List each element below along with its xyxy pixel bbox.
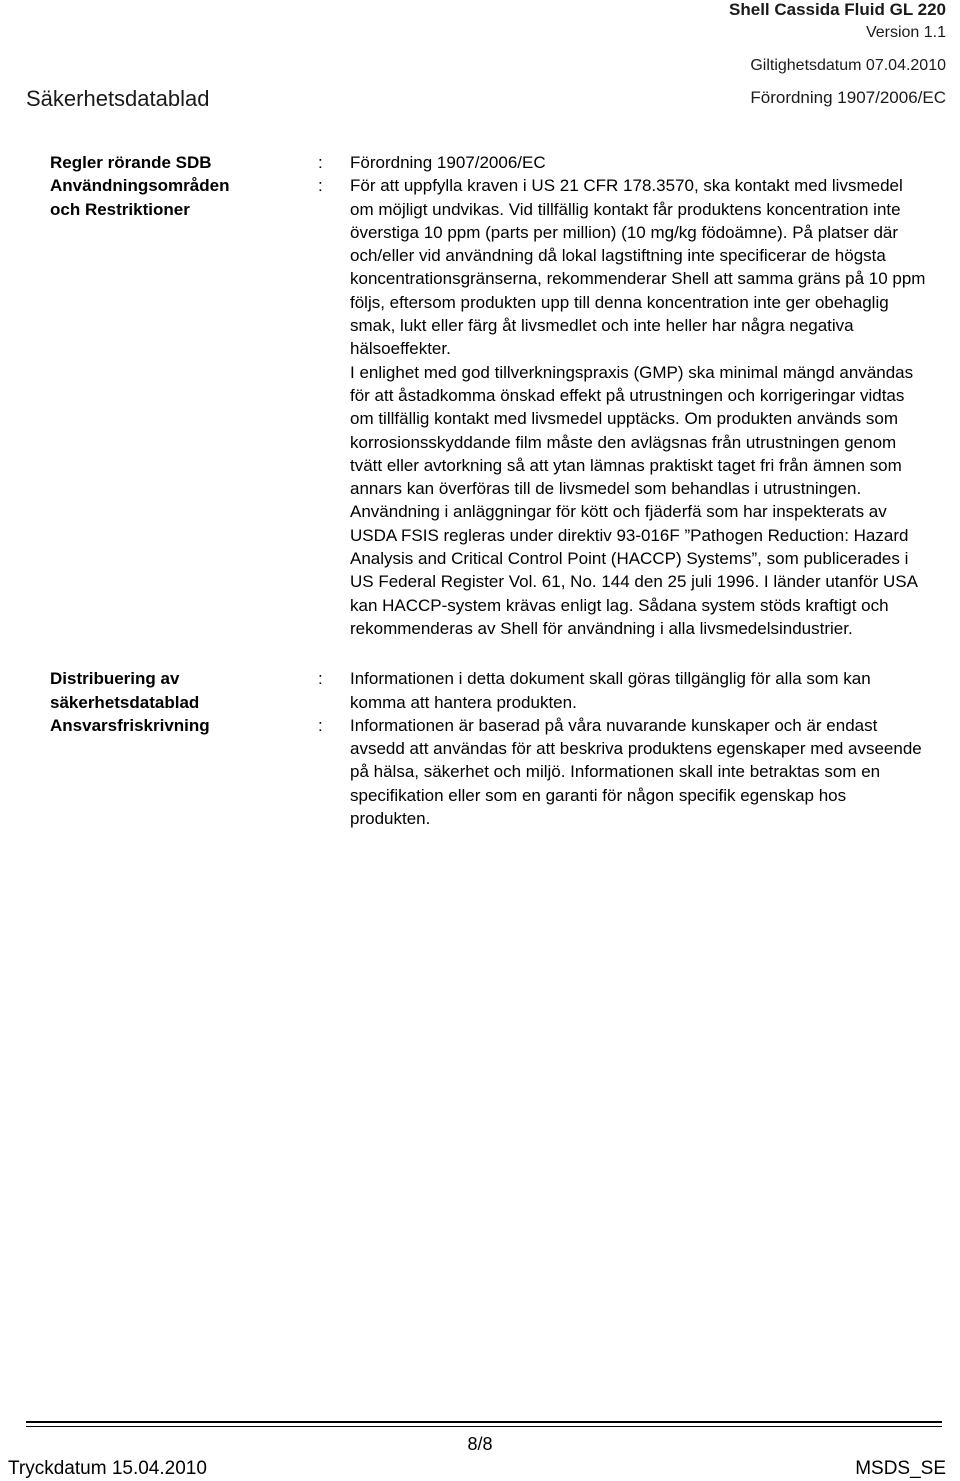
paragraph: Förordning 1907/2006/EC	[350, 153, 546, 172]
section-label: Ansvarsfriskrivning	[50, 715, 210, 735]
paragraph: Informationen är baserad på våra nuvarande kunskaper och är endast avsedd att användas för att beskriva produktens egenskaper med avseende på hälsa, säkerhet och miljö. Informationen skall inte betraktas som en specifikation eller som en garanti för någon specifik egenskap hos produkten.	[350, 715, 922, 829]
section-sdb-regulation	[50, 151, 930, 174]
separator-colon: :	[318, 715, 323, 735]
version-label: Version 1.1	[865, 24, 946, 41]
paragraph: Användning i anläggningar för kött och fjäderfä som har inspekterats av USDA FSIS regleras under direktiv 93-016F ”Pathogen Reduction: Hazard Analysis and Critical Control Point (HACCP) Systems”, som publicerades i US Federal Register Vol. 61, No. 144 den 25 juli 1996. I länder utanför USA kan HACCP-system krävas enligt lag. Sådana system stöds kraftigt och rekommenderas av Shell för användning i alla livsmedelsindustrier.	[350, 502, 918, 638]
paragraph: I enlighet med god tillverkningspraxis (GMP) ska minimal mängd användas för att åstadkomma önskad effekt på utrustningen och korrigeringar vidtas om tillfällig kontakt med livsmedel upptäcks. Om produkten används som korrosionsskyddande film måste den avlägsnas från utrustningen genom tvätt eller avtorkning så att ytan lämnas praktiskt taget fri från ämnen som annars kan överföras till de livsmedel som behandlas i utrustningen.	[350, 362, 914, 499]
product-name: Shell Cassida Fluid GL 220	[729, 0, 946, 19]
footer-divider-thin	[26, 1426, 942, 1427]
footer-divider	[26, 1421, 942, 1423]
paragraph: För att uppfylla kraven i US 21 CFR 178.3570, ska kontakt med livsmedel om möjligt undvikas. Vid tillfällig kontakt får produktens koncentration inte överstiga 10 ppm (parts per million) (10 mg/kg födoämne). På platser där och/eller vid användning då lokal lagstiftning inte specificerar de högsta koncentrationsgränserna, rekommenderar Shell att samma gräns på 10 ppm följs, eftersom produkten upp till denna koncentration inte ger obehaglig smak, lukt eller färg åt livsmedlet och inte heller har några negativa hälsoeffekter.	[350, 176, 926, 359]
document-body	[50, 151, 930, 830]
document-code: MSDS_SE	[855, 1458, 946, 1479]
section-usage-restrictions	[50, 174, 930, 640]
section-label: Regler rörande SDB	[50, 153, 212, 172]
paragraph: Informationen i detta dokument skall göras tillgänglig för alla som kan komma att hantera produkten.	[350, 669, 871, 712]
section-disclaimer	[50, 714, 930, 830]
separator-colon: :	[318, 669, 323, 689]
section-value	[350, 714, 930, 830]
document-title: Säkerhetsdatablad	[26, 86, 210, 111]
section-label: Distribuering av säkerhetsdatablad	[50, 669, 200, 712]
section-label: Användningsområden och Restriktioner	[50, 176, 230, 219]
section-sds-distribution	[50, 667, 930, 714]
regulation-label: Förordning 1907/2006/EC	[750, 88, 946, 107]
section-value	[350, 151, 930, 174]
section-value	[350, 667, 930, 714]
separator-colon: :	[318, 153, 323, 172]
separator-colon: :	[318, 176, 323, 196]
page-number: 8/8	[467, 1434, 493, 1454]
print-date: Tryckdatum 15.04.2010	[8, 1458, 207, 1479]
validity-date: Giltighetsdatum 07.04.2010	[750, 57, 946, 74]
section-value	[350, 174, 930, 640]
